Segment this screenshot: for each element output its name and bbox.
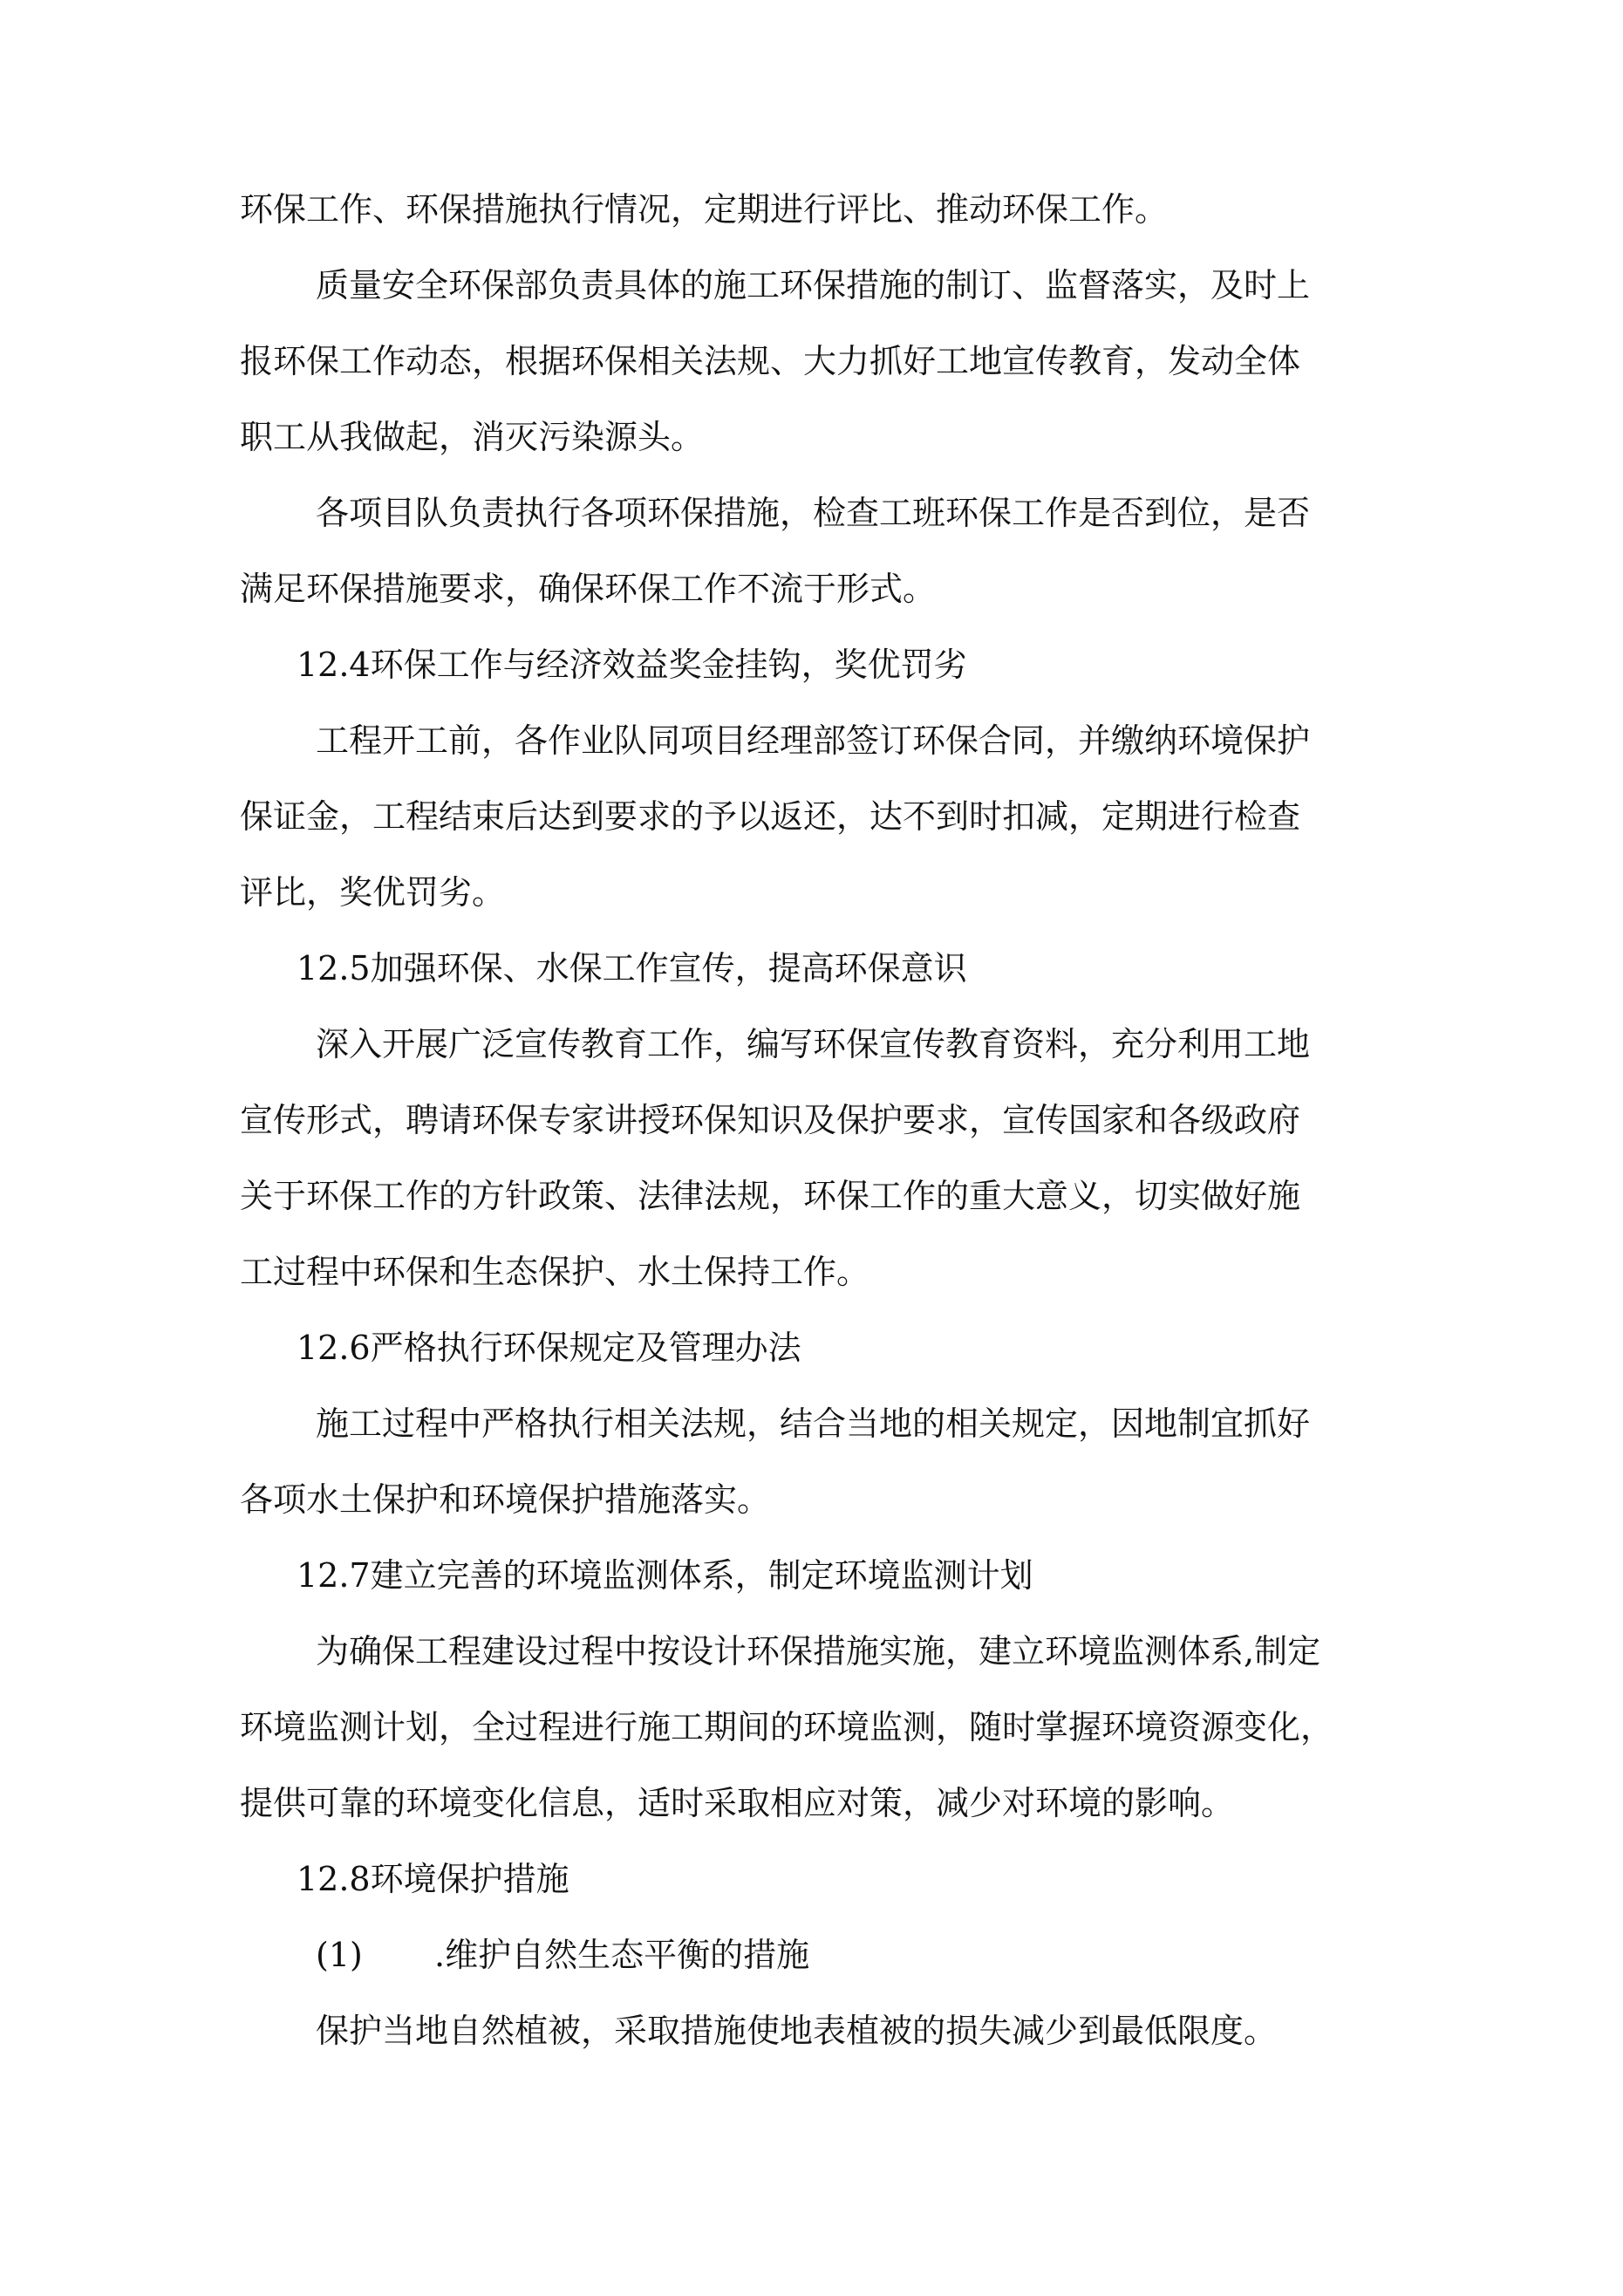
paragraph-line: 提供可靠的环境变化信息，适时采取相应对策，减少对环境的影响。	[240, 1784, 1235, 1822]
paragraph-line: 质量安全环保部负责具体的施工环保措施的制订、监督落实，及时上	[316, 266, 1311, 304]
paragraph-line: 关于环保工作的方针政策、法律法规，环保工作的重大意义，切实做好施	[240, 1177, 1301, 1215]
paragraph-line: 工过程中环保和生态保护、水土保持工作。	[240, 1253, 870, 1291]
paragraph-line: 满足环保措施要求，确保环保工作不流于形式。	[240, 570, 937, 608]
section-heading-12-6: 12.6严格执行环保规定及管理办法	[297, 1329, 801, 1367]
section-heading-12-5: 12.5加强环保、水保工作宣传，提高环保意识	[297, 949, 967, 987]
paragraph-line: 为确保工程建设过程中按设计环保措施实施，建立环境监测体系,制定	[316, 1632, 1321, 1671]
list-item-title: .维护自然生态平衡的措施	[434, 1936, 810, 1974]
paragraph-line: 工程开工前，各作业队同项目经理部签订环保合同，并缴纳环境保护	[316, 721, 1311, 760]
section-heading-12-4: 12.4环保工作与经济效益奖金挂钩，奖优罚劣	[297, 646, 967, 684]
paragraph-line: 职工从我做起，消灭污染源头。	[240, 418, 705, 456]
paragraph-line: 宣传形式，聘请环保专家讲授环保知识及保护要求，宣传国家和各级政府	[240, 1101, 1301, 1139]
paragraph-line: 保护当地自然植被，采取措施使地表植被的损失减少到最低限度。	[316, 2012, 1278, 2050]
paragraph-line: 各项目队负责执行各项环保措施，检查工班环保工作是否到位，是否	[316, 494, 1311, 532]
paragraph-line: 环境监测计划，全过程进行施工期间的环境监测，随时掌握环境资源变化，	[240, 1708, 1334, 1746]
paragraph-line: 环保工作、环保措施执行情况，定期进行评比、推动环保工作。	[240, 190, 1169, 229]
section-heading-12-7: 12.7建立完善的环境监测体系，制定环境监测计划	[297, 1556, 1033, 1595]
paragraph-line: 各项水土保护和环境保护措施落实。	[240, 1480, 771, 1519]
paragraph-line: 深入开展广泛宣传教育工作，编写环保宣传教育资料，充分利用工地	[316, 1025, 1311, 1063]
paragraph-line: 施工过程中严格执行相关法规，结合当地的相关规定，因地制宜抓好	[316, 1404, 1311, 1443]
list-item-marker: (1)	[316, 1936, 363, 1974]
paragraph-line: 评比，奖优罚劣。	[240, 873, 506, 912]
section-heading-12-8: 12.8环境保护措施	[297, 1860, 569, 1898]
paragraph-line: 保证金，工程结束后达到要求的予以返还，达不到时扣减，定期进行检查	[240, 797, 1301, 836]
paragraph-line: 报环保工作动态，根据环保相关法规、大力抓好工地宣传教育，发动全体	[240, 342, 1301, 380]
